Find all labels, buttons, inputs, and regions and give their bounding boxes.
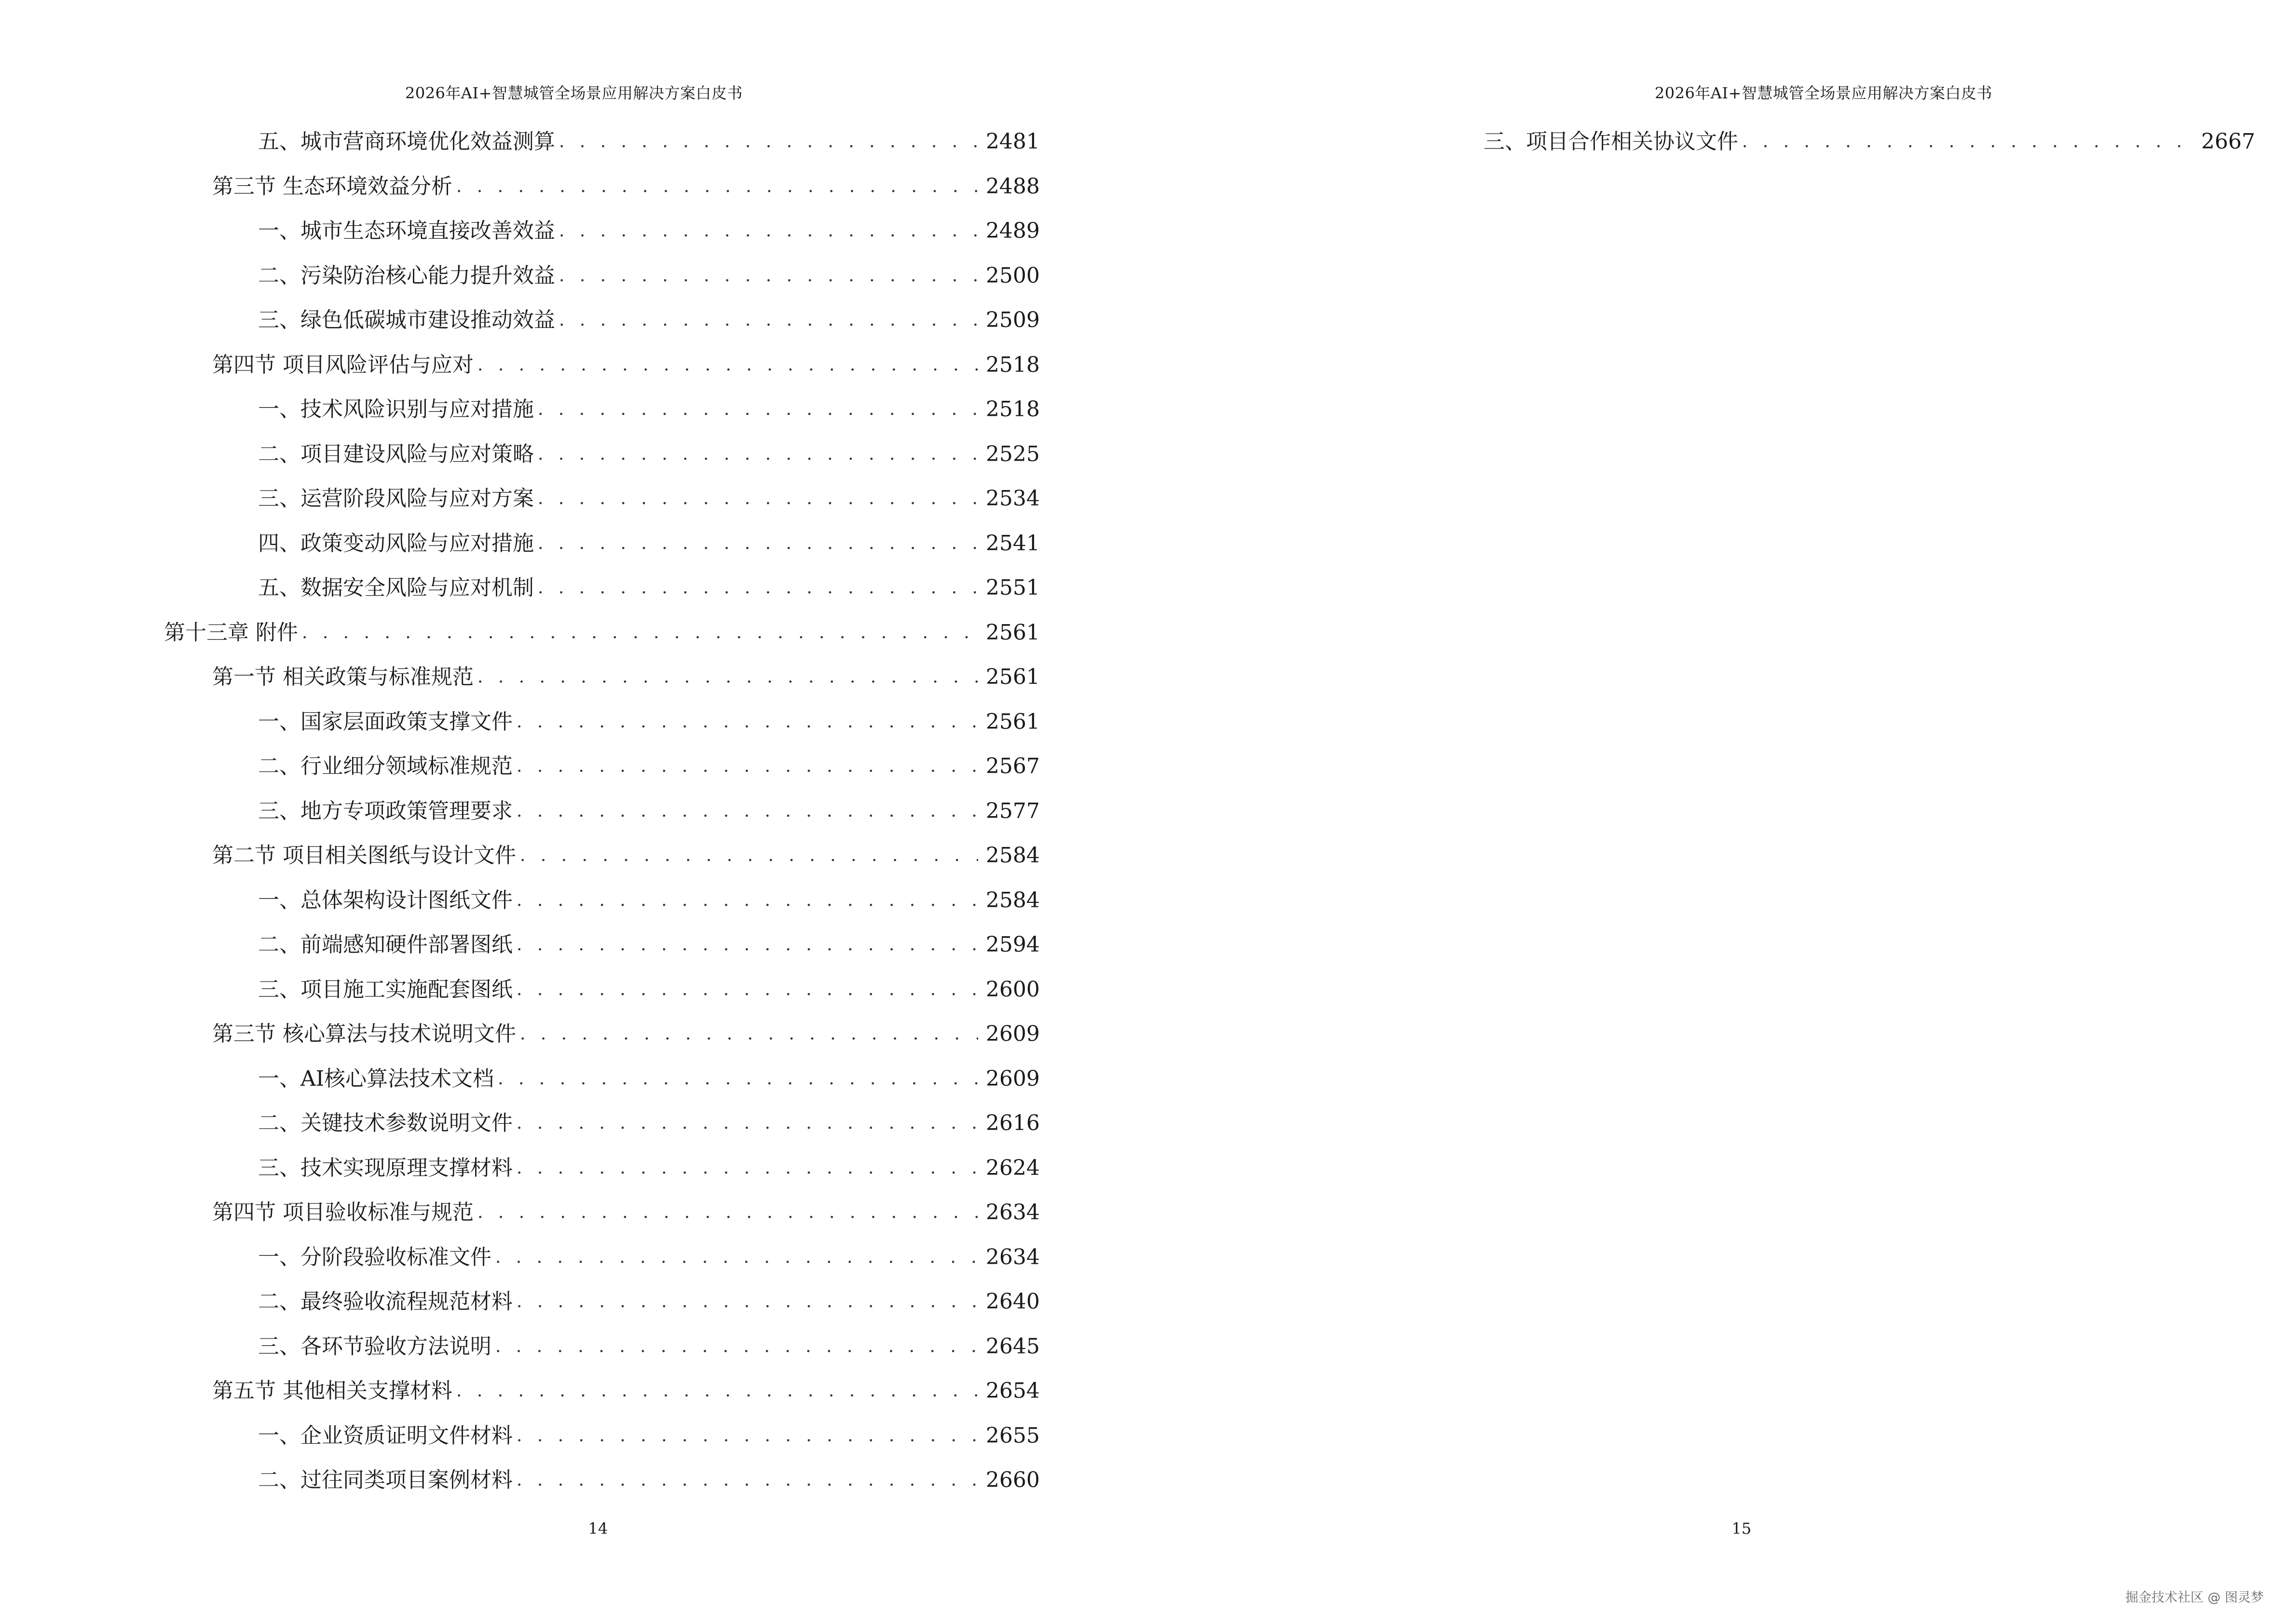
toc-entry-title: 二、污染防治核心能力提升效益 [258,263,555,288]
toc-entry-title: 第一节 相关政策与标准规范 [212,665,474,690]
toc-entry[interactable] [164,878,1040,923]
toc-entry-title: 三、技术实现原理支撑材料 [258,1155,513,1180]
toc-entry-title: 三、各环节验收方法说明 [258,1334,491,1359]
toc-entry-page: 2567 [986,754,1040,779]
toc-entry[interactable] [164,789,1040,834]
toc-entry-page: 2509 [986,308,1040,333]
toc-entry-page: 2518 [986,397,1040,422]
table-of-contents [1389,120,2255,164]
toc-entry-title: 三、项目合作相关协议文件 [1484,129,1738,154]
toc-entry[interactable] [164,923,1040,968]
toc-entry[interactable] [164,521,1040,566]
toc-entry[interactable] [164,1146,1040,1191]
dot-leader [495,1338,978,1355]
dot-leader [538,401,978,418]
dot-leader [477,669,978,686]
dot-leader [517,758,978,775]
toc-entry-title: 三、项目施工实施配套图纸 [258,977,513,1002]
toc-entry-title: 一、国家层面政策支撑文件 [258,709,513,734]
dot-leader [517,1293,978,1310]
toc-entry-title: 二、最终验收流程规范材料 [258,1289,513,1314]
dot-leader [517,803,978,820]
page-header: 2026年AI+智慧城管全场景应用解决方案白皮书 [1654,84,1992,102]
dot-leader [517,1115,978,1132]
toc-entry-page: 2561 [986,665,1040,690]
dot-leader [517,936,978,954]
toc-entry-title: 二、行业细分领域标准规范 [258,754,513,779]
toc-entry-page: 2534 [986,486,1040,511]
toc-entry-title: 二、前端感知硬件部署图纸 [258,932,513,957]
toc-entry-page: 2481 [986,129,1040,154]
toc-entry-title: 第三节 生态环境效益分析 [212,174,452,199]
toc-entry-title: 一、技术风险识别与应对措施 [258,397,534,422]
toc-entry-page: 2561 [986,709,1040,734]
right-page [1144,0,2287,1624]
toc-entry[interactable] [164,1235,1040,1280]
toc-entry[interactable] [164,1369,1040,1414]
toc-entry-title: 三、地方专项政策管理要求 [258,798,513,823]
toc-entry-page: 2640 [986,1289,1040,1314]
table-of-contents [164,120,1040,1503]
toc-entry[interactable] [164,209,1040,254]
toc-entry-page: 2525 [986,441,1040,466]
toc-entry[interactable] [164,387,1040,432]
toc-entry-title: 一、AI核心算法技术文档 [258,1066,494,1091]
toc-entry-page: 2654 [986,1378,1040,1404]
dot-leader [517,1160,978,1177]
toc-entry[interactable] [164,744,1040,789]
toc-entry[interactable] [164,1458,1040,1503]
toc-entry-page: 2655 [986,1423,1040,1448]
toc-entry-page: 2500 [986,263,1040,288]
dot-leader [520,847,978,864]
toc-entry[interactable] [164,1414,1040,1459]
toc-entry-title: 一、城市生态环境直接改善效益 [258,218,555,244]
toc-entry[interactable] [164,432,1040,477]
dot-leader [517,1472,978,1489]
toc-entry[interactable] [164,566,1040,611]
toc-entry-title: 五、数据安全风险与应对机制 [258,575,534,600]
toc-entry[interactable] [164,833,1040,878]
toc-entry-title: 二、过往同类项目案例材料 [258,1468,513,1493]
dot-leader [477,356,978,374]
toc-entry-title: 一、总体架构设计图纸文件 [258,887,513,913]
toc-entry-page: 2551 [986,575,1040,600]
watermark: 掘金技术社区 @ 图灵梦 [2125,1590,2264,1605]
toc-entry-page: 2561 [986,620,1040,645]
dot-leader [1742,133,2193,150]
dot-leader [498,1070,978,1088]
dot-leader [559,312,978,329]
toc-entry-page: 2634 [986,1200,1040,1225]
toc-entry[interactable] [164,164,1040,209]
toc-entry[interactable] [164,968,1040,1012]
dot-leader [517,1427,978,1445]
toc-entry-title: 三、运营阶段风险与应对方案 [258,486,534,511]
toc-entry[interactable] [164,1101,1040,1146]
dot-leader [517,713,978,731]
toc-entry[interactable] [164,477,1040,521]
toc-entry-title: 四、政策变动风险与应对措施 [258,531,534,556]
toc-entry[interactable] [164,120,1040,164]
toc-entry[interactable] [164,1324,1040,1369]
toc-entry-page: 2616 [986,1111,1040,1136]
toc-entry[interactable] [164,343,1040,388]
toc-entry-page: 2645 [986,1334,1040,1359]
page-number: 14 [588,1519,608,1538]
dot-leader [538,535,978,552]
dot-leader [538,490,978,507]
toc-entry-title: 第四节 项目风险评估与应对 [212,352,474,377]
toc-entry[interactable] [164,254,1040,299]
dot-leader [456,178,978,195]
page-header: 2026年AI+智慧城管全场景应用解决方案白皮书 [405,84,743,102]
toc-entry-page: 2609 [986,1022,1040,1047]
toc-entry-page: 2518 [986,352,1040,377]
toc-entry[interactable] [164,1280,1040,1324]
toc-entry-page: 2634 [986,1244,1040,1269]
toc-entry-title: 第四节 项目验收标准与规范 [212,1200,474,1225]
dot-leader [559,267,978,285]
toc-entry-title: 第二节 项目相关图纸与设计文件 [212,843,516,868]
toc-entry[interactable] [164,298,1040,343]
toc-entry-page: 2541 [986,531,1040,556]
dot-leader [538,446,978,463]
toc-entry[interactable] [1389,120,2255,164]
toc-entry-page: 2667 [2201,129,2255,154]
dot-leader [559,133,978,150]
toc-entry-title: 第五节 其他相关支撑材料 [212,1378,452,1404]
dot-leader [517,892,978,909]
dot-leader [538,579,978,597]
toc-entry-page: 2489 [986,218,1040,244]
toc-entry-page: 2584 [986,887,1040,913]
toc-entry[interactable] [164,1190,1040,1235]
toc-entry-title: 一、企业资质证明文件材料 [258,1423,513,1448]
dot-leader [559,222,978,240]
dot-leader [302,624,978,641]
toc-entry-page: 2594 [986,932,1040,957]
page-number: 15 [1731,1519,1752,1538]
toc-entry-title: 第三节 核心算法与技术说明文件 [212,1022,516,1047]
toc-entry-title: 二、项目建设风险与应对策略 [258,441,534,466]
toc-entry-page: 2488 [986,174,1040,199]
dot-leader [495,1249,978,1266]
toc-entry-page: 2624 [986,1155,1040,1180]
toc-entry-title: 第十三章 附件 [164,620,298,645]
toc-entry[interactable] [164,1012,1040,1057]
toc-entry-title: 一、分阶段验收标准文件 [258,1244,491,1269]
toc-entry-page: 2660 [986,1468,1040,1493]
toc-entry[interactable] [164,655,1040,700]
toc-entry-page: 2584 [986,843,1040,868]
toc-entry-title: 五、城市营商环境优化效益测算 [258,129,555,154]
toc-entry[interactable] [164,611,1040,655]
toc-entry[interactable] [164,1057,1040,1102]
dot-leader [520,1025,978,1043]
toc-entry[interactable] [164,700,1040,745]
dot-leader [517,981,978,998]
toc-entry-page: 2577 [986,798,1040,823]
toc-entry-title: 二、关键技术参数说明文件 [258,1111,513,1136]
toc-entry-page: 2609 [986,1066,1040,1091]
dot-leader [477,1204,978,1221]
toc-entry-page: 2600 [986,977,1040,1002]
dot-leader [456,1382,978,1400]
toc-entry-title: 三、绿色低碳城市建设推动效益 [258,308,555,333]
